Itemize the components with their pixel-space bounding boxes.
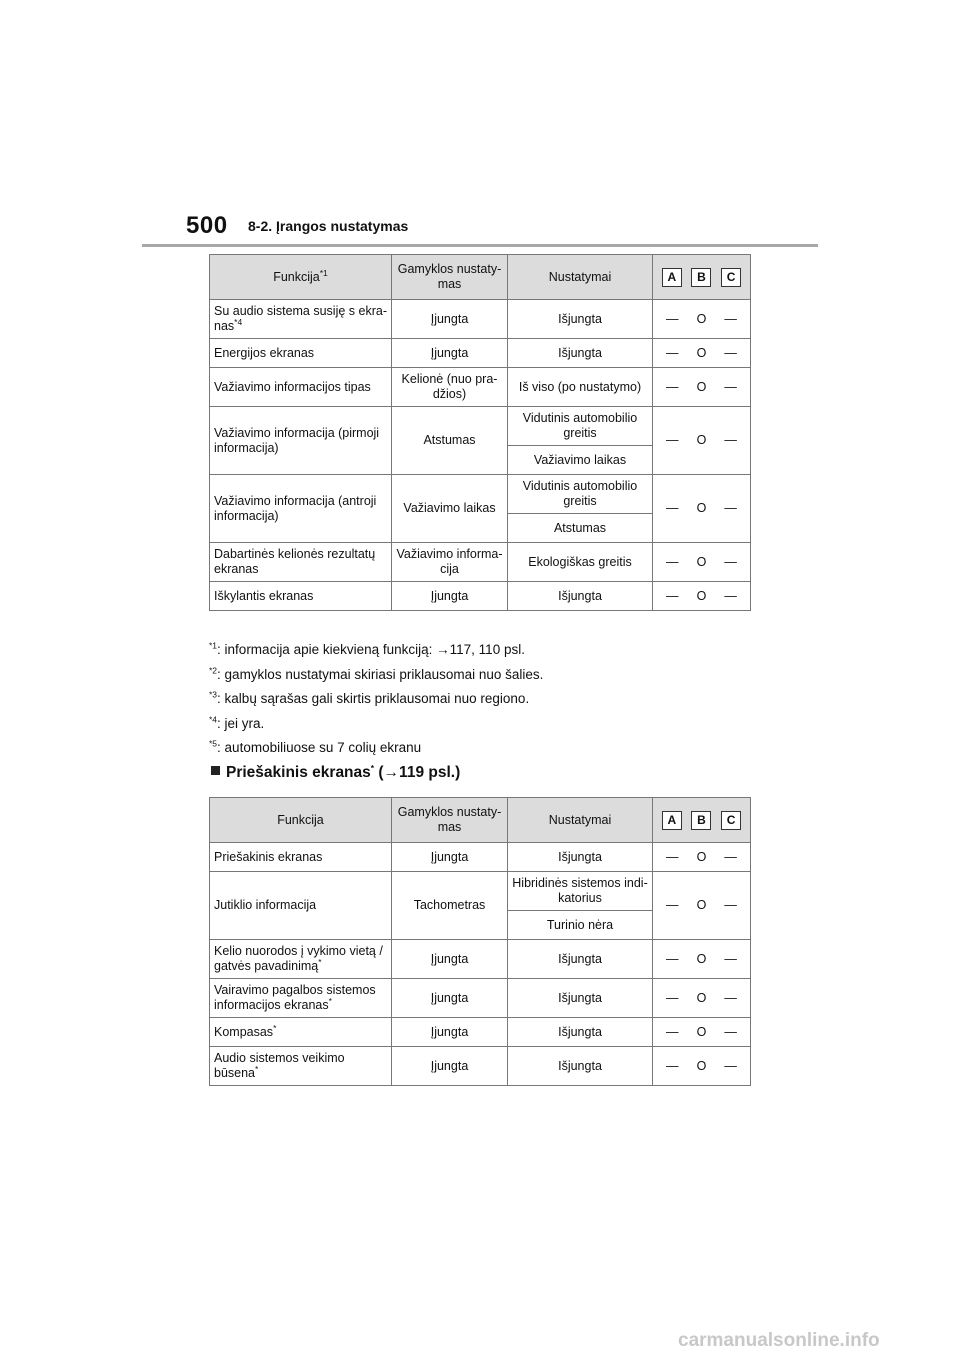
cell-gamyklos: Įjungta	[392, 582, 508, 611]
abc-box-c: C	[721, 268, 741, 287]
mark-a: —	[666, 951, 679, 966]
mark-c: —	[724, 501, 737, 515]
table-row	[210, 339, 751, 368]
cell-gamyklos: Įjungta	[392, 1047, 508, 1086]
mark-b: O	[696, 1058, 707, 1073]
mark-a: —	[666, 588, 679, 603]
cell-nustatymai: Vidutinis automobilio greitis	[508, 475, 653, 514]
mark-b: O	[696, 898, 707, 912]
table-row	[210, 475, 751, 514]
mark-a: —	[666, 898, 679, 912]
cell-nustatymai: Iš viso (po nustatymo)	[508, 368, 653, 407]
cell-abc	[653, 940, 751, 979]
mark-b: O	[696, 588, 707, 603]
column-header-nustatymai: Nustatymai	[508, 255, 653, 300]
mark-a: —	[666, 311, 679, 326]
table-row	[210, 543, 751, 582]
cell-funkcija: Su audio sistema susiję s ekra-nas$^{*4}$	[210, 300, 392, 339]
footnotes	[209, 638, 769, 761]
abc-box-b: B	[691, 811, 711, 830]
cell-nustatymai: Išjungta	[508, 1047, 653, 1086]
cell-funkcija: Važiavimo informacija (pirmoji informacija)	[210, 407, 392, 475]
cell-gamyklos: Įjungta	[392, 979, 508, 1018]
cell-funkcija: Priešakinis ekranas	[210, 843, 392, 872]
cell-abc	[653, 300, 751, 339]
mark-a: —	[666, 554, 679, 569]
mark-b: O	[696, 433, 707, 447]
mark-a: —	[666, 433, 679, 447]
table-row	[210, 368, 751, 407]
table-row	[210, 407, 751, 446]
cell-nustatymai: Hibridinės sistemos indi-katorius	[508, 872, 653, 911]
cell-abc	[653, 407, 751, 475]
cell-abc	[653, 1018, 751, 1047]
footnote: $^{*2}$: gamyklos nustatymai skiriasi priklausomai nuo šalies.	[209, 665, 544, 682]
cell-abc	[653, 843, 751, 872]
footnote: $^{*1}$: informacija apie kiekvieną funkciją: →117, 110 psl.	[209, 640, 525, 657]
watermark: carmanualsonline.info	[678, 1330, 880, 1351]
subheading-priesakinis-ekranas: Priešakinis ekranas* (→119 psl.)	[211, 764, 460, 782]
mark-c: —	[724, 554, 737, 569]
mark-c: —	[724, 898, 737, 912]
cell-nustatymai: Išjungta	[508, 300, 653, 339]
cell-gamyklos: Įjungta	[392, 300, 508, 339]
abc-box-a: A	[662, 268, 682, 287]
cell-nustatymai: Ekologiškas greitis	[508, 543, 653, 582]
cell-abc	[653, 368, 751, 407]
cell-gamyklos: Įjungta	[392, 940, 508, 979]
column-header-abc	[653, 255, 751, 300]
mark-c: —	[724, 311, 737, 326]
column-header-funkcija: Funkcija$^{*1}$	[210, 255, 392, 300]
mark-c: —	[724, 588, 737, 603]
cell-nustatymai: Išjungta	[508, 979, 653, 1018]
mark-a: —	[666, 345, 679, 360]
abc-box-a: A	[662, 811, 682, 830]
mark-c: —	[724, 1024, 737, 1039]
mark-a: —	[666, 849, 679, 864]
cell-nustatymai: Išjungta	[508, 1018, 653, 1047]
mark-a: —	[666, 1058, 679, 1073]
table-row	[210, 940, 751, 979]
mark-c: —	[724, 990, 737, 1005]
cell-nustatymai: Išjungta	[508, 582, 653, 611]
mark-c: —	[724, 1058, 737, 1073]
cell-gamyklos: Tachometras	[392, 872, 508, 940]
mark-c: —	[724, 379, 737, 394]
mark-a: —	[666, 501, 679, 515]
cell-abc	[653, 1047, 751, 1086]
cell-gamyklos: Įjungta	[392, 843, 508, 872]
mark-a: —	[666, 1024, 679, 1039]
mark-b: O	[696, 990, 707, 1005]
mark-a: —	[666, 379, 679, 394]
mark-b: O	[696, 501, 707, 515]
cell-abc	[653, 475, 751, 543]
cell-gamyklos: Važiavimo informa-cija	[392, 543, 508, 582]
abc-box-c: C	[721, 811, 741, 830]
cell-funkcija: Važiavimo informacija (antroji informacija)	[210, 475, 392, 543]
header-divider	[142, 244, 818, 247]
mark-c: —	[724, 433, 737, 447]
table-row	[210, 582, 751, 611]
table-row	[210, 300, 751, 339]
footnote: $^{*5}$: automobiliuose su 7 colių ekranu	[209, 738, 422, 755]
cell-nustatymai: Išjungta	[508, 339, 653, 368]
cell-funkcija: Važiavimo informacijos tipas	[210, 368, 392, 407]
mark-b: O	[696, 345, 707, 360]
cell-abc	[653, 339, 751, 368]
column-header-nustatymai: Nustatymai	[508, 798, 653, 843]
cell-funkcija: Kompasas*	[210, 1018, 392, 1047]
table-row	[210, 1047, 751, 1086]
cell-abc	[653, 979, 751, 1018]
cell-nustatymai: Turinio nėra	[508, 911, 653, 940]
cell-funkcija: Vairavimo pagalbos sistemos informacijos ekranas*	[210, 979, 392, 1018]
cell-nustatymai: Vidutinis automobilio greitis	[508, 407, 653, 446]
footnote: $^{*4}$: jei yra.	[209, 714, 265, 731]
column-header-gamyklos: Gamyklos nustaty-mas	[392, 255, 508, 300]
column-header-abc	[653, 798, 751, 843]
mark-b: O	[696, 951, 707, 966]
cell-abc	[653, 582, 751, 611]
table-row	[210, 979, 751, 1018]
section-title: 8-2. Įrangos nustatymas	[248, 218, 409, 234]
cell-gamyklos: Kelionė (nuo pra-džios)	[392, 368, 508, 407]
mark-b: O	[696, 554, 707, 569]
cell-abc	[653, 543, 751, 582]
mark-b: O	[696, 1024, 707, 1039]
settings-table-display	[209, 254, 751, 611]
cell-gamyklos: Važiavimo laikas	[392, 475, 508, 543]
cell-funkcija: Iškylantis ekranas	[210, 582, 392, 611]
mark-c: —	[724, 951, 737, 966]
cell-funkcija: Energijos ekranas	[210, 339, 392, 368]
footnote: $^{*3}$: kalbų sąrašas gali skirtis priklausomai nuo regiono.	[209, 689, 530, 706]
mark-c: —	[724, 345, 737, 360]
column-header-gamyklos: Gamyklos nustaty-mas	[392, 798, 508, 843]
mark-b: O	[696, 849, 707, 864]
table-row	[210, 872, 751, 911]
settings-table-head-up-display	[209, 797, 751, 1086]
cell-gamyklos: Įjungta	[392, 339, 508, 368]
cell-funkcija: Jutiklio informacija	[210, 872, 392, 940]
mark-a: —	[666, 990, 679, 1005]
cell-funkcija: Kelio nuorodos į vykimo vietą / gatvės pavadinimą*	[210, 940, 392, 979]
mark-b: O	[696, 379, 707, 394]
cell-gamyklos: Įjungta	[392, 1018, 508, 1047]
table-row	[210, 843, 751, 872]
page-number: 500	[186, 212, 228, 239]
bullet-square-icon	[211, 766, 220, 775]
mark-b: O	[696, 311, 707, 326]
cell-abc	[653, 872, 751, 940]
cell-funkcija: Dabartinės kelionės rezultatų ekranas	[210, 543, 392, 582]
table-row	[210, 1018, 751, 1047]
cell-gamyklos: Atstumas	[392, 407, 508, 475]
cell-nustatymai: Išjungta	[508, 940, 653, 979]
cell-nustatymai: Išjungta	[508, 843, 653, 872]
mark-c: —	[724, 849, 737, 864]
cell-funkcija: Audio sistemos veikimo būsena*	[210, 1047, 392, 1086]
abc-box-b: B	[691, 268, 711, 287]
column-header-funkcija: Funkcija	[210, 798, 392, 843]
cell-nustatymai: Važiavimo laikas	[508, 446, 653, 475]
cell-nustatymai: Atstumas	[508, 514, 653, 543]
